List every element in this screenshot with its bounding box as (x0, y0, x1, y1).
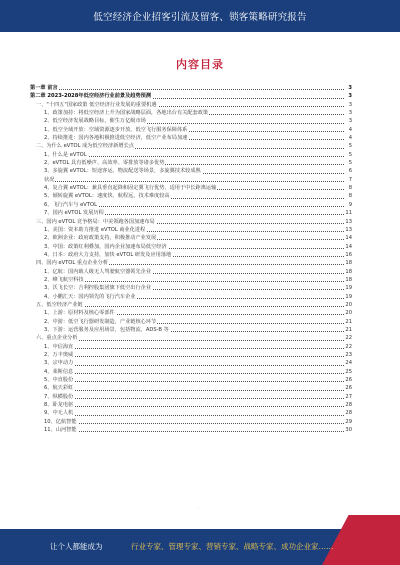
toc-entry-text: 三、国内 eVTOL 竞争格局：中美领跑各国加速布局 (30, 219, 156, 225)
toc-leader-dots (30, 398, 344, 399)
toc-entry-text: 5、中直股份 (30, 377, 74, 383)
toc-entry-text: 1、上游：原材料及核心零部件 (30, 310, 116, 316)
toc-entry[interactable] (30, 159, 352, 167)
table-of-contents (30, 84, 352, 434)
footer-slogan-right: 行业专家、管理专家、营销专家、战略专家、成功企业家…… (131, 542, 334, 551)
toc-entry-text: 3、沃飞长空：吉利控股集团旗下低空出行企业 (30, 285, 152, 291)
toc-entry[interactable] (30, 334, 352, 342)
toc-entry-page: 4 (348, 126, 352, 133)
report-title: 低空经济企业招客引流及留客、锁客策略研究报告 (93, 12, 307, 23)
toc-entry-text: 3、下游：运营服务及应用场景，包括物流、ADS-B 等 (30, 327, 170, 333)
toc-leader-dots (30, 373, 344, 374)
toc-entry-text: 1、政策加持：将低空经济上升为国家战略层面，各地出台有关配套政策 (30, 110, 209, 116)
toc-entry[interactable] (30, 192, 352, 200)
toc-entry[interactable] (30, 318, 352, 326)
toc-entry-text: 4、莱斯信息 (30, 369, 74, 375)
toc-entry-page: 11 (345, 210, 352, 217)
toc-leader-dots (30, 365, 344, 366)
top-banner (0, 0, 400, 32)
toc-entry[interactable] (30, 343, 352, 351)
toc-entry-page: 21 (345, 318, 352, 325)
toc-entry[interactable] (30, 109, 352, 117)
toc-entry-page: 25 (345, 368, 352, 375)
toc-entry-text: 四、国内 eVTOL 重点企业分析 (30, 260, 109, 266)
toc-entry-page: 26 (345, 385, 352, 392)
toc-entry[interactable] (30, 126, 352, 134)
toc-entry-page: 6 (348, 168, 352, 175)
toc-entry[interactable] (30, 368, 352, 376)
toc-entry[interactable] (30, 218, 352, 226)
toc-entry-text: 2、峰飞航空科技 (30, 277, 85, 283)
toc-entry-page: 19 (345, 285, 352, 292)
toc-entry-text: 9、中无人机 (30, 410, 74, 416)
toc-leader-dots (30, 89, 344, 90)
toc-entry[interactable] (30, 284, 352, 292)
toc-entry-page: 22 (345, 335, 352, 342)
toc-entry-text: 二、为什么 eVTOL 成为低空经济新增长点 (30, 143, 135, 149)
toc-entry-text: 3、宗申动力 (30, 360, 74, 366)
toc-entry-page: 26 (345, 377, 352, 384)
toc-entry[interactable] (30, 359, 352, 367)
toc-entry[interactable] (30, 184, 352, 192)
toc-leader-dots (30, 356, 344, 357)
toc-entry-page: 5 (348, 160, 352, 167)
toc-leader-dots (30, 181, 344, 182)
toc-entry-page: 8 (348, 185, 352, 192)
toc-entry-page: 20 (345, 310, 352, 317)
toc-entry-page: 5 (348, 143, 352, 150)
toc-entry-page: 13 (345, 218, 352, 225)
toc-entry[interactable] (30, 201, 352, 209)
toc-entry-page: 3 (348, 118, 352, 125)
toc-entry[interactable] (30, 251, 352, 259)
toc-entry-text: 2、持续推进：国内各地积极推进低空经济，低空产业布局加速 (30, 135, 188, 141)
toc-entry-page: 5 (348, 151, 352, 158)
toc-entry[interactable] (30, 167, 352, 175)
toc-entry-text: 8、卧龙电驱 (30, 402, 74, 408)
toc-entry-page: 16 (345, 251, 352, 258)
toc-entry-page: 7 (348, 176, 352, 183)
toc-entry[interactable] (30, 309, 352, 317)
toc-entry[interactable] (30, 151, 352, 159)
toc-heading: 内容目录 (176, 58, 224, 71)
toc-entry-text: 3、中国：政策红利叠加，国内企业加速布局低空经济 (30, 244, 168, 250)
toc-entry-text: 六、重点企业分析 (30, 335, 79, 341)
toc-entry-text: 2、欧洲企业：政府政策支持，积极推动产业发展 (30, 235, 157, 241)
toc-entry-text: 状况 (30, 177, 55, 183)
toc-entry[interactable] (30, 268, 352, 276)
toc-leader-dots (30, 415, 344, 416)
toc-entry-text: 第一章 前言 (30, 85, 58, 91)
toc-entry-text: 11、山河智能 (30, 427, 78, 433)
toc-entry-page: 19 (345, 293, 352, 300)
toc-entry-page: 20 (345, 301, 352, 308)
toc-entry-text: 4、日本：政府大力支持，加快 eVTOL 研发及应用落地 (30, 252, 172, 258)
toc-entry[interactable] (30, 276, 352, 284)
toc-entry-page: 18 (345, 276, 352, 283)
toc-entry-text: 10、亿航智能 (30, 419, 78, 425)
toc-entry-page: 13 (345, 226, 352, 233)
toc-entry[interactable] (30, 351, 352, 359)
toc-entry[interactable] (30, 142, 352, 150)
toc-entry[interactable] (30, 393, 352, 401)
toc-entry-page: 28 (345, 410, 352, 417)
toc-entry[interactable] (30, 134, 352, 142)
toc-entry-text: 第二章 2023-2028年低空经济行业前景及趋势预测 (30, 93, 152, 100)
toc-entry-page: 14 (345, 235, 352, 242)
toc-entry[interactable] (30, 376, 352, 384)
toc-entry-page: 23 (345, 352, 352, 358)
toc-entry-page: 14 (345, 243, 352, 250)
toc-leader-dots (30, 348, 344, 349)
toc-entry-page: 21 (345, 326, 352, 333)
toc-entry-text: 2、中游：低空飞行器研发制造，产业链核心环节 (30, 319, 157, 325)
toc-entry[interactable] (30, 301, 352, 309)
toc-leader-dots (30, 381, 344, 382)
toc-entry-page: 30 (345, 427, 352, 434)
toc-entry[interactable] (30, 401, 352, 409)
toc-entry[interactable] (30, 259, 352, 267)
toc-entry-text: 五、低空经济产业链 (30, 302, 84, 308)
toc-entry[interactable] (30, 326, 352, 334)
toc-entry-page: 8 (348, 193, 352, 200)
toc-entry-page: 3 (348, 101, 352, 108)
toc-entry-text: 2、低空经济发展战略目标，催生万亿级市场 (30, 118, 147, 124)
toc-entry-text: 一、"十四五"国家政策 低空经济行业发展的重要机遇 (30, 102, 158, 108)
toc-entry-text: 4、小鹏汇天：国内领先的飞行汽车企业 (30, 294, 137, 300)
toc-entry-page: 28 (345, 402, 352, 409)
toc-entry-text: 1、亿航：国内载人级无人驾驶航空器领先企业 (30, 269, 152, 275)
toc-entry-text: 2、eVTOL 具有低噪声、高效率、零排放等诸多优势 (30, 160, 165, 166)
toc-entry-text: 1、美国：资本助力推进 eVTOL 商业化进程 (30, 227, 146, 233)
toc-entry-page: 27 (345, 393, 352, 400)
toc-entry-text: 2、万丰奥威 (30, 352, 74, 358)
toc-leader-dots (30, 390, 344, 391)
toc-entry[interactable] (30, 84, 352, 92)
toc-entry-text: 7、国内 eVTOL 发展历程 (30, 210, 105, 216)
toc-entry-page: 29 (345, 418, 352, 425)
toc-entry[interactable] (30, 117, 352, 125)
toc-entry-page: 3 (348, 85, 352, 91)
toc-entry-page: 3 (348, 93, 352, 100)
toc-leader-dots (30, 406, 344, 407)
toc-entry-page: 18 (345, 268, 352, 275)
toc-entry[interactable] (30, 226, 352, 234)
toc-entry[interactable] (30, 293, 352, 301)
toc-entry-text: 1、低空全域开放：空域资源逐步开放，低空飞行服务保障体系 (30, 127, 188, 133)
toc-entry-text: 4、复合翼 eVTOL：兼具垂直起降和固定翼飞行优势，适用于中长距离运输 (30, 185, 217, 191)
toc-entry[interactable] (30, 384, 352, 392)
toc-entry[interactable] (30, 209, 352, 217)
toc-entry[interactable] (30, 92, 352, 100)
toc-entry[interactable] (30, 101, 352, 109)
toc-entry[interactable] (30, 418, 352, 426)
toc-entry-text: 1、中信海直 (30, 344, 74, 350)
toc-entry[interactable] (30, 426, 352, 434)
toc-entry-page: 24 (345, 360, 352, 367)
footer-slogan-left: 让个人都能成为 (50, 542, 103, 551)
toc-entry[interactable] (30, 176, 352, 184)
toc-entry-text: 3、多旋翼 eVTOL：短途客运、物流配送等场景，多旋翼技术较成熟 (30, 168, 202, 174)
toc-entry[interactable] (30, 243, 352, 251)
toc-entry-text: 1、什么是 eVTOL (30, 152, 88, 158)
toc-entry-text: 6、飞行汽车与 eVTOL (30, 202, 98, 208)
toc-entry-page: 18 (345, 260, 352, 267)
toc-entry-page: 9 (348, 201, 352, 208)
toc-entry-page: 4 (348, 135, 352, 142)
toc-entry-text: 5、倾转旋翼 eVTOL：速度快、航程远，技术难度较高 (30, 193, 171, 199)
toc-entry-text: 7、纵横股份 (30, 394, 74, 400)
toc-entry-page: 3 (348, 110, 352, 117)
toc-entry-page: 22 (345, 343, 352, 350)
toc-entry[interactable] (30, 409, 352, 417)
toc-entry-text: 6、航天彩虹 (30, 385, 74, 391)
page-marker: · (198, 506, 200, 511)
toc-entry[interactable] (30, 234, 352, 242)
